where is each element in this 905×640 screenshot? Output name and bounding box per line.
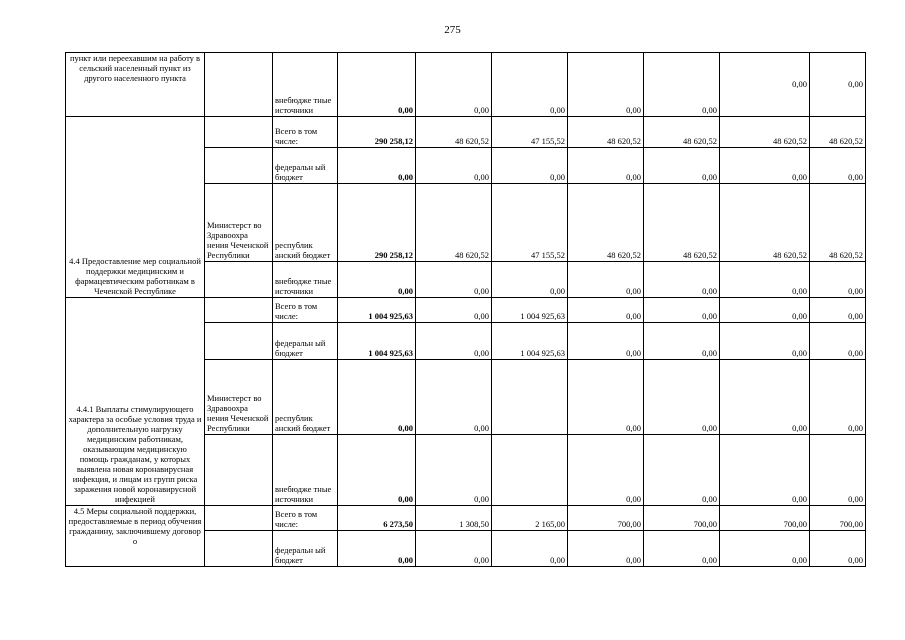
year-value: 0,00 <box>720 360 810 435</box>
year-value: 0,00 <box>644 531 720 567</box>
source-cell: федеральн ый бюджет <box>273 323 338 360</box>
source-cell: внебюдже тные источники <box>273 53 338 117</box>
year-value: 700,00 <box>810 506 866 531</box>
year-value: 0,00 <box>644 262 720 298</box>
year-value: 48 620,52 <box>568 184 644 262</box>
year-value: 0,00 <box>810 323 866 360</box>
year-value: 0,00 <box>720 148 810 184</box>
executor-cell <box>205 148 273 184</box>
year-value: 700,00 <box>720 506 810 531</box>
year-value: 0,00 <box>644 298 720 323</box>
total-value: 0,00 <box>338 148 416 184</box>
year-value: 0,00 <box>720 53 810 117</box>
year-value: 0,00 <box>416 148 492 184</box>
year-value: 0,00 <box>720 531 810 567</box>
year-value: 47 155,52 <box>492 117 568 148</box>
source-cell: Всего в том числе: <box>273 298 338 323</box>
year-value: 0,00 <box>810 262 866 298</box>
year-value: 0,00 <box>416 323 492 360</box>
year-value: 0,00 <box>568 53 644 117</box>
year-value: 0,00 <box>810 360 866 435</box>
total-value: 1 004 925,63 <box>338 323 416 360</box>
executor-cell <box>205 506 273 531</box>
executor-cell <box>205 53 273 117</box>
year-value: 0,00 <box>568 435 644 506</box>
year-value: 0,00 <box>720 323 810 360</box>
year-value: 48 620,52 <box>720 117 810 148</box>
year-value: 0,00 <box>416 531 492 567</box>
source-cell: Всего в том числе: <box>273 117 338 148</box>
executor-cell <box>205 435 273 506</box>
year-value: 0,00 <box>810 148 866 184</box>
year-value: 0,00 <box>644 360 720 435</box>
year-value: 48 620,52 <box>720 184 810 262</box>
budget-table <box>65 52 866 567</box>
year-value: 0,00 <box>644 435 720 506</box>
year-value: 48 620,52 <box>810 184 866 262</box>
year-value: 0,00 <box>810 298 866 323</box>
total-value: 0,00 <box>338 531 416 567</box>
year-value: 0,00 <box>720 298 810 323</box>
year-value: 0,00 <box>644 53 720 117</box>
year-value: 48 620,52 <box>810 117 866 148</box>
total-value: 0,00 <box>338 262 416 298</box>
year-value: 48 620,52 <box>568 117 644 148</box>
year-value: 0,00 <box>644 323 720 360</box>
total-value: 1 004 925,63 <box>338 298 416 323</box>
year-value: 0,00 <box>568 531 644 567</box>
measure-cell: 4.5 Меры социальной поддержки, предоставляемые в период обучения гражданину, заключившему договор о <box>66 506 205 567</box>
executor-cell <box>205 323 273 360</box>
measure-cell: пункт или переехавшим на работу в сельский населенный пункт из другого населенного пункта <box>66 53 205 117</box>
year-value: 48 620,52 <box>644 117 720 148</box>
year-value: 0,00 <box>416 435 492 506</box>
year-value: 0,00 <box>810 435 866 506</box>
year-value: 0,00 <box>416 53 492 117</box>
year-value: 48 620,52 <box>416 117 492 148</box>
year-value: 0,00 <box>720 262 810 298</box>
total-value: 290 258,12 <box>338 117 416 148</box>
table-row <box>66 117 866 148</box>
total-value: 0,00 <box>338 435 416 506</box>
executor-cell <box>205 117 273 148</box>
measure-cell: 4.4.1 Выплаты стимулирующего характера за особые условия труда и дополнительную нагрузку медицинским работникам, оказывающим медицинскую помощь гражданам, у которых выявлена новая коронавирусная инфекция, и лицам из групп риска заражения новой коронавирусной инфекцией <box>66 298 205 506</box>
year-value: 0,00 <box>416 360 492 435</box>
year-value: 1 004 925,63 <box>492 298 568 323</box>
year-value: 1 004 925,63 <box>492 323 568 360</box>
year-value: 0,00 <box>568 148 644 184</box>
executor-cell: Министерст во Здравоохра нения Чеченской Республики <box>205 184 273 262</box>
table-row <box>66 506 866 531</box>
year-value: 0,00 <box>568 298 644 323</box>
total-value: 0,00 <box>338 360 416 435</box>
executor-cell <box>205 531 273 567</box>
year-value: 0,00 <box>720 435 810 506</box>
year-value: 0,00 <box>568 262 644 298</box>
year-value: 0,00 <box>492 262 568 298</box>
year-value: 0,00 <box>416 298 492 323</box>
executor-cell <box>205 298 273 323</box>
year-value: 47 155,52 <box>492 184 568 262</box>
source-cell: республик анский бюджет <box>273 360 338 435</box>
year-value <box>492 435 568 506</box>
year-value: 48 620,52 <box>416 184 492 262</box>
source-cell: республик анский бюджет <box>273 184 338 262</box>
page-number: 275 <box>444 24 461 36</box>
year-value: 0,00 <box>644 148 720 184</box>
year-value: 700,00 <box>644 506 720 531</box>
table-row <box>66 298 866 323</box>
year-value: 0,00 <box>416 262 492 298</box>
year-value: 0,00 <box>810 531 866 567</box>
year-value: 0,00 <box>492 531 568 567</box>
table-row <box>66 53 866 117</box>
year-value: 48 620,52 <box>644 184 720 262</box>
source-cell: федеральн ый бюджет <box>273 148 338 184</box>
year-value: 0,00 <box>492 53 568 117</box>
executor-cell: Министерст во Здравоохра нения Чеченской Республики <box>205 360 273 435</box>
source-cell: внебюдже тные источники <box>273 262 338 298</box>
source-cell: внебюдже тные источники <box>273 435 338 506</box>
year-value: 0,00 <box>810 53 866 117</box>
year-value: 0,00 <box>568 323 644 360</box>
total-value: 0,00 <box>338 53 416 117</box>
source-cell: федеральн ый бюджет <box>273 531 338 567</box>
total-value: 6 273,50 <box>338 506 416 531</box>
year-value: 700,00 <box>568 506 644 531</box>
source-cell: Всего в том числе: <box>273 506 338 531</box>
year-value <box>492 360 568 435</box>
year-value: 1 308,50 <box>416 506 492 531</box>
year-value: 2 165,00 <box>492 506 568 531</box>
year-value: 0,00 <box>568 360 644 435</box>
total-value: 290 258,12 <box>338 184 416 262</box>
measure-cell: 4.4 Предоставление мер социальной поддержки медицинским и фармацевтическим работникам в Чеченской Республике <box>66 117 205 298</box>
year-value: 0,00 <box>492 148 568 184</box>
executor-cell <box>205 262 273 298</box>
